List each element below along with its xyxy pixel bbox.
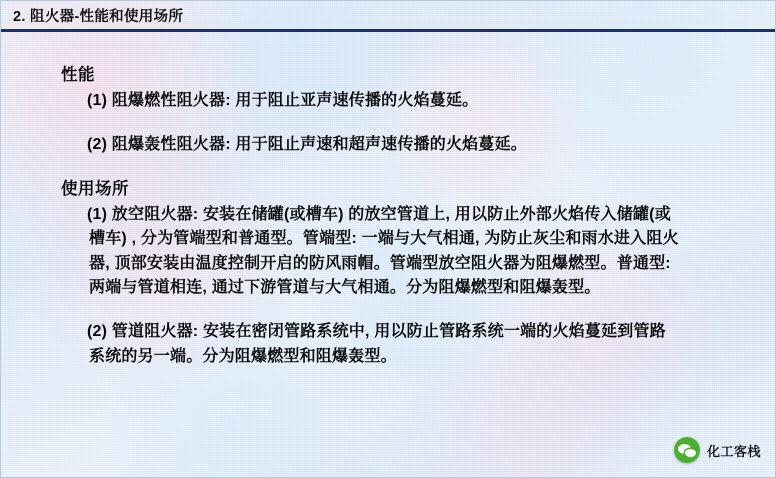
paragraph: (1) 放空阻火器: 安装在储罐(或槽车) 的放空管道上, 用以防止外部火焰传入储罐(或槽车) , 分为管端型和普通型。管端型: 一端与大气相通, 为防止灰尘和雨水进入阻火器, 顶部安装由温度控制开启的防风雨帽。管端型放空阻火器为阻爆燃型。普通型: 两端与管道相连, 通过下游管道与大气相通。分为阻爆燃型和阻爆轰型。 <box>87 206 679 296</box>
paragraph: (1) 阻爆燃性阻火器: 用于阻止亚声速传播的火焰蔓延。 <box>87 92 479 109</box>
page-title: 2. 阻火器-性能和使用场所 <box>13 8 184 25</box>
section-usage-scenarios <box>1 175 701 369</box>
wechat-icon <box>674 437 700 463</box>
paragraph: (2) 管道阻火器: 安装在密闭管路系统中, 用以防止管路系统一端的火焰蔓延到管路系统的另一端。分为阻爆燃型和阻爆轰型。 <box>87 323 666 365</box>
section-heading: 性能 <box>61 66 95 84</box>
footer-branding <box>674 437 761 463</box>
paragraph: (2) 阻爆轰性阻火器: 用于阻止声速和超声速传播的火焰蔓延。 <box>87 136 527 154</box>
footer-label: 化工客栈 <box>706 443 761 459</box>
slide-body <box>1 35 776 435</box>
section-performance <box>1 61 701 158</box>
slide-title-bar <box>1 1 775 32</box>
section-heading: 使用场所 <box>61 180 129 198</box>
